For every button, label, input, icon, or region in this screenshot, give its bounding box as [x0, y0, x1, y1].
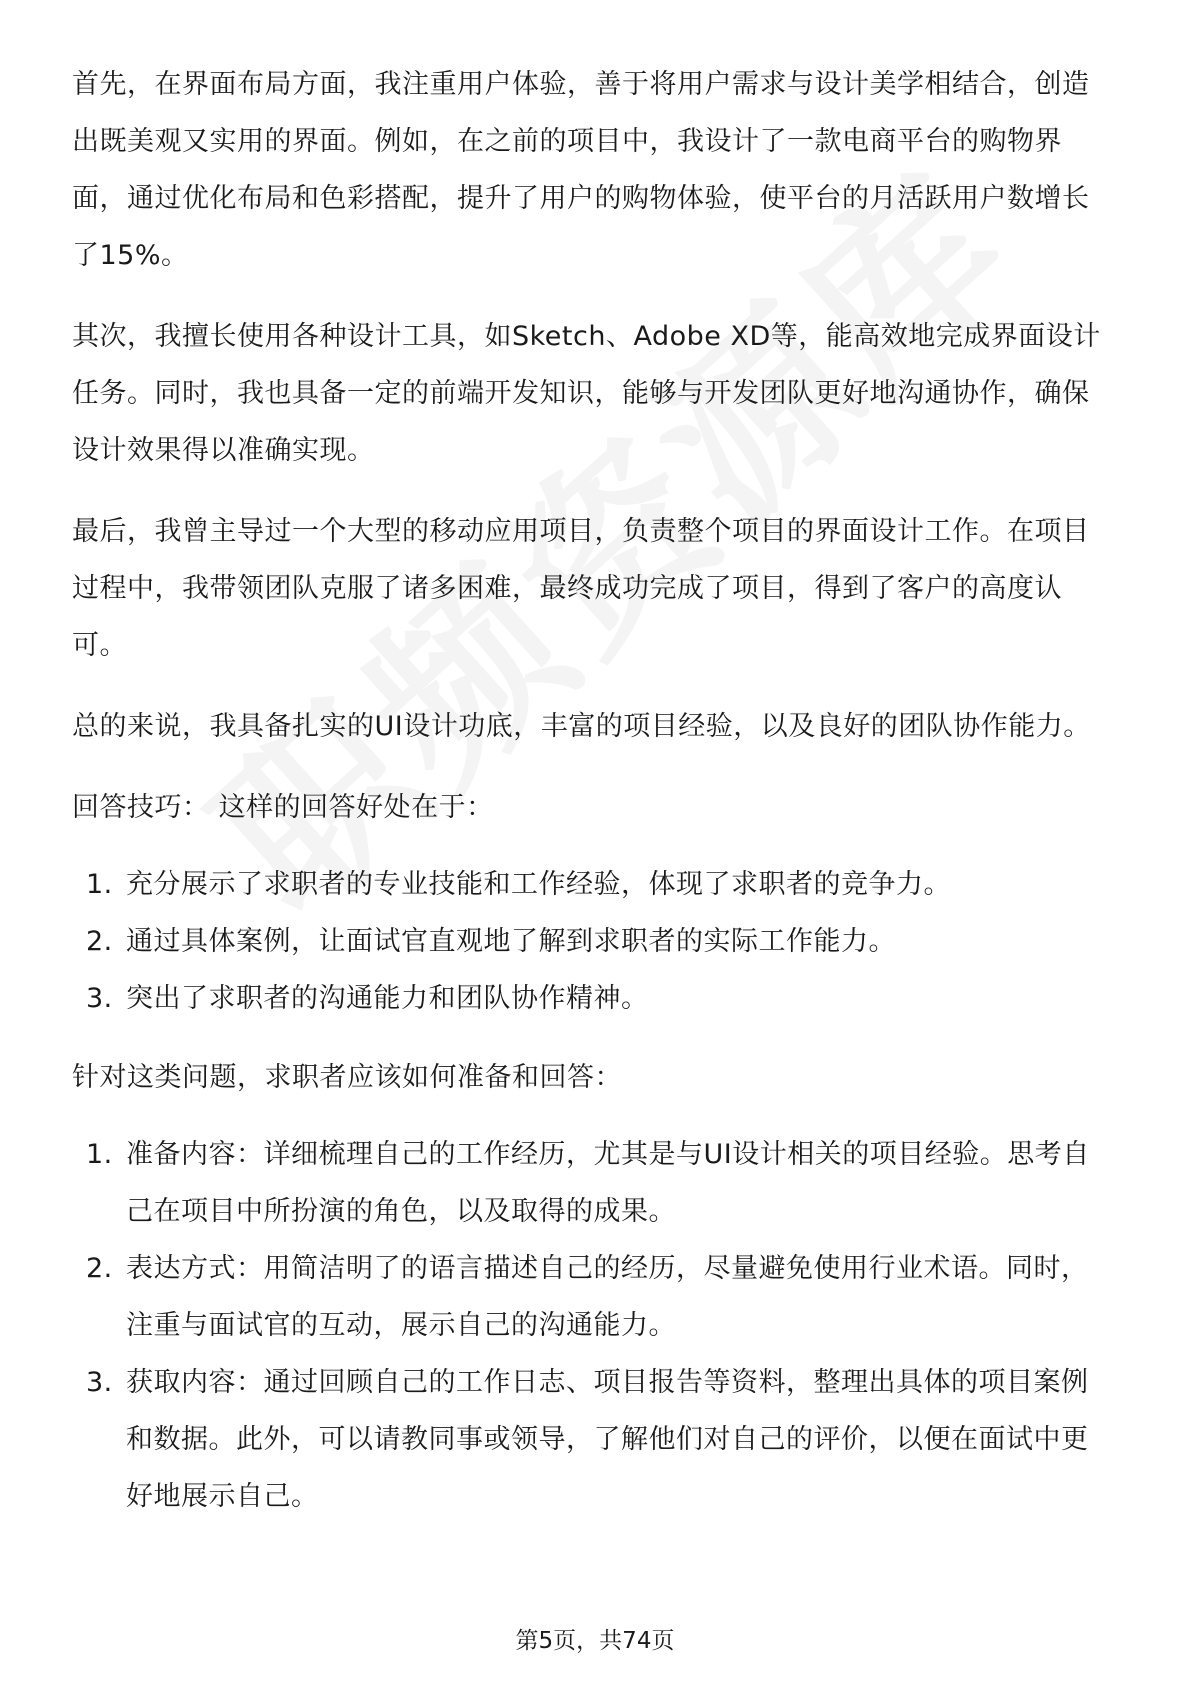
list-item-text: 突出了求职者的沟通能力和团队协作精神。	[126, 983, 649, 1014]
list-item-text: 表达方式：用简洁明了的语言描述自己的经历，尽量避免使用行业术语。同时，注重与面试官的互动，展示自己的沟通能力。	[126, 1253, 1089, 1341]
list-item-text: 获取内容：通过回顾自己的工作日志、项目报告等资料，整理出具体的项目案例和数据。此外，可以请教同事或领导，了解他们对自己的评价，以便在面试中更好地展示自己。	[126, 1367, 1089, 1512]
list-number: 1.	[86, 869, 113, 900]
list-item	[72, 856, 1112, 913]
list-item	[72, 913, 1112, 970]
page-number: 第5页，共74页	[515, 1628, 675, 1654]
list-item-text: 通过具体案例，让面试官直观地了解到求职者的实际工作能力。	[126, 926, 896, 957]
list-number: 2.	[86, 926, 113, 957]
list-item-text: 充分展示了求职者的专业技能和工作经验，体现了求职者的竞争力。	[126, 869, 951, 900]
list-number: 3.	[86, 983, 113, 1014]
list-number: 2.	[86, 1253, 113, 1284]
tips-list	[72, 856, 1112, 1027]
list-item-text: 准备内容：详细梳理自己的工作经历，尤其是与UI设计相关的项目经验。思考自己在项目中所扮演的角色，以及取得的成果。	[126, 1139, 1090, 1227]
paragraph-tools: 其次，我擅长使用各种设计工具，如Sketch、Adobe XD等，能高效地完成界面设计任务。同时，我也具备一定的前端开发知识，能够与开发团队更好地沟通协作，确保设计效果得以准确实现。	[72, 321, 1101, 466]
list-item	[72, 970, 1112, 1027]
list-number: 3.	[86, 1367, 113, 1398]
prep-list	[72, 1126, 1112, 1525]
paragraph-summary: 总的来说，我具备扎实的UI设计功底，丰富的项目经验，以及良好的团队协作能力。	[72, 711, 1091, 742]
prep-heading: 针对这类问题，求职者应该如何准备和回答：	[72, 1062, 622, 1093]
paragraph-project: 最后，我曾主导过一个大型的移动应用项目，负责整个项目的界面设计工作。在项目过程中，我带领团队克服了诸多困难，最终成功完成了项目，得到了客户的高度认可。	[72, 516, 1090, 661]
list-item	[72, 1354, 1112, 1525]
paragraph-layout: 首先，在界面布局方面，我注重用户体验，善于将用户需求与设计美学相结合，创造出既美观又实用的界面。例如，在之前的项目中，我设计了一款电商平台的购物界面，通过优化布局和色彩搭配，提升了用户的购物体验，使平台的月活跃用户数增长了15%。	[72, 69, 1090, 271]
list-number: 1.	[86, 1139, 113, 1170]
tips-heading: 回答技巧： 这样的回答好处在于：	[72, 792, 494, 823]
list-item	[72, 1240, 1112, 1354]
document-body	[72, 56, 1112, 1547]
list-item	[72, 1126, 1112, 1240]
